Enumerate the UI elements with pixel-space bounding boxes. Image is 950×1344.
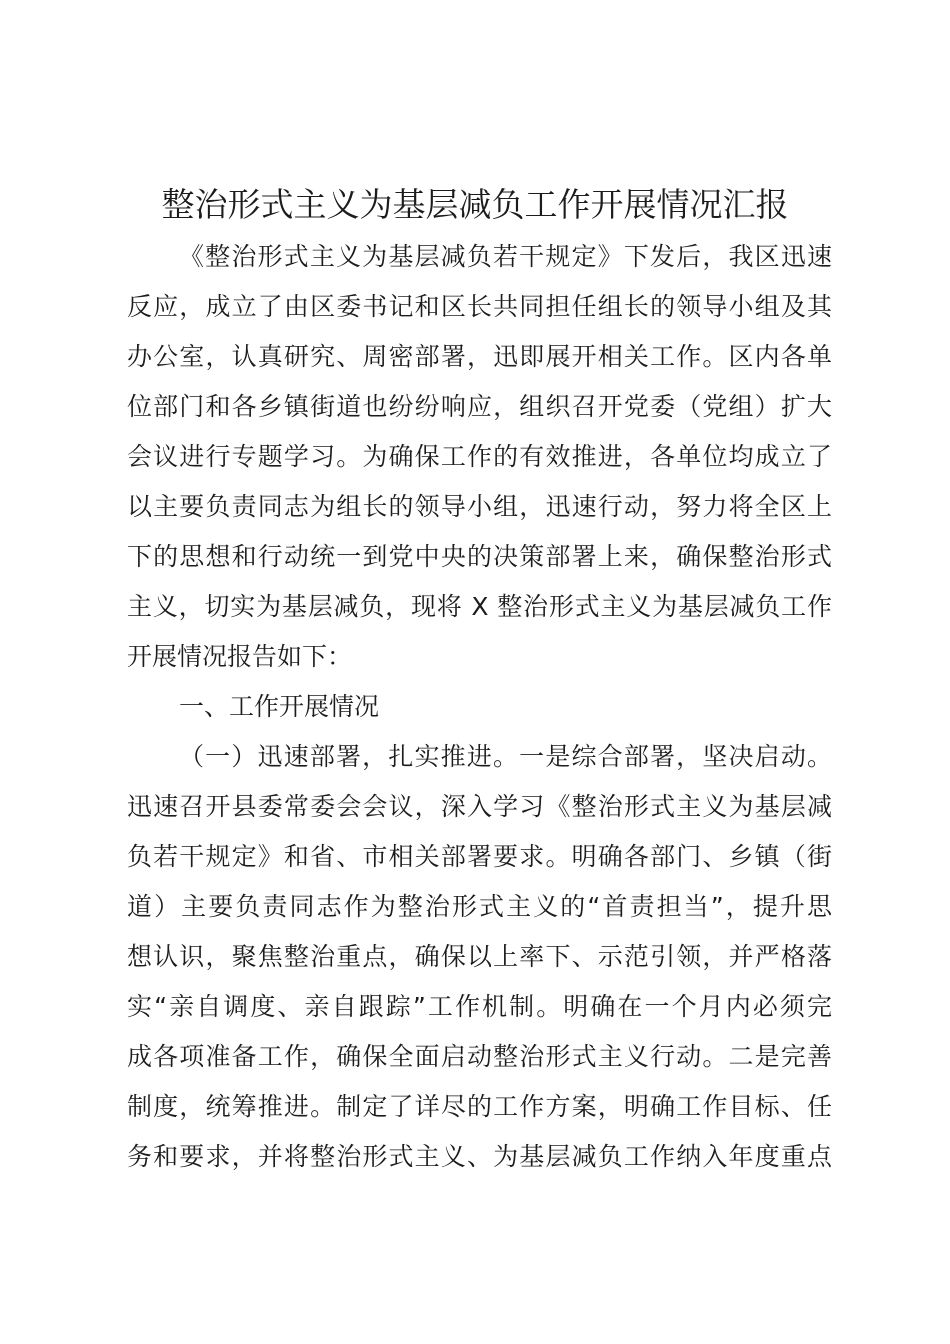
intro-line: 会议进行专题学习。为确保工作的有效推进，各单位均成立了 — [127, 442, 832, 471]
section-line: 迅速召开县委常委会会议，深入学习《整治形式主义为基层减 — [127, 792, 832, 821]
section-line: 想认识，聚焦整治重点，确保以上率下、示范引领，并严格落 — [127, 942, 832, 971]
intro-line: 主义，切实为基层减负，现将 X 整治形式主义为基层减负工作 — [127, 592, 832, 621]
intro-line: 《整治形式主义为基层减负若干规定》下发后，我区迅速 — [179, 242, 832, 271]
section-line: 成各项准备工作，确保全面启动整治形式主义行动。二是完善 — [127, 1042, 832, 1071]
intro-line: 位部门和各乡镇街道也纷纷响应，组织召开党委（党组）扩大 — [127, 392, 832, 421]
intro-line: 反应，成立了由区委书记和区长共同担任组长的领导小组及其 — [127, 292, 832, 321]
section-heading: 一、工作开展情况 — [179, 692, 380, 721]
section-line: 实“亲自调度、亲自跟踪”工作机制。明确在一个月内必须完 — [127, 992, 832, 1021]
intro-line: 以主要负责同志为组长的领导小组，迅速行动，努力将全区上 — [127, 492, 832, 521]
document-body — [127, 232, 832, 1182]
intro-line: 开展情况报告如下： — [127, 642, 353, 671]
intro-line: 下的思想和行动统一到党中央的决策部署上来，确保整治形式 — [127, 542, 832, 571]
section-line: （一）迅速部署，扎实推进。一是综合部署，坚决启动。 — [179, 742, 832, 771]
section-line: 务和要求，并将整治形式主义、为基层减负工作纳入年度重点 — [127, 1142, 832, 1171]
section-line: 道）主要负责同志作为整治形式主义的“首责担当”，提升思 — [127, 892, 832, 921]
document-title: 整治形式主义为基层减负工作开展情况汇报 — [161, 185, 789, 224]
section-line: 负若干规定》和省、市相关部署要求。明确各部门、乡镇（街 — [127, 842, 832, 871]
intro-line: 办公室，认真研究、周密部署，迅即展开相关工作。区内各单 — [127, 342, 832, 371]
section-line: 制度，统筹推进。制定了详尽的工作方案，明确工作目标、任 — [127, 1092, 832, 1121]
